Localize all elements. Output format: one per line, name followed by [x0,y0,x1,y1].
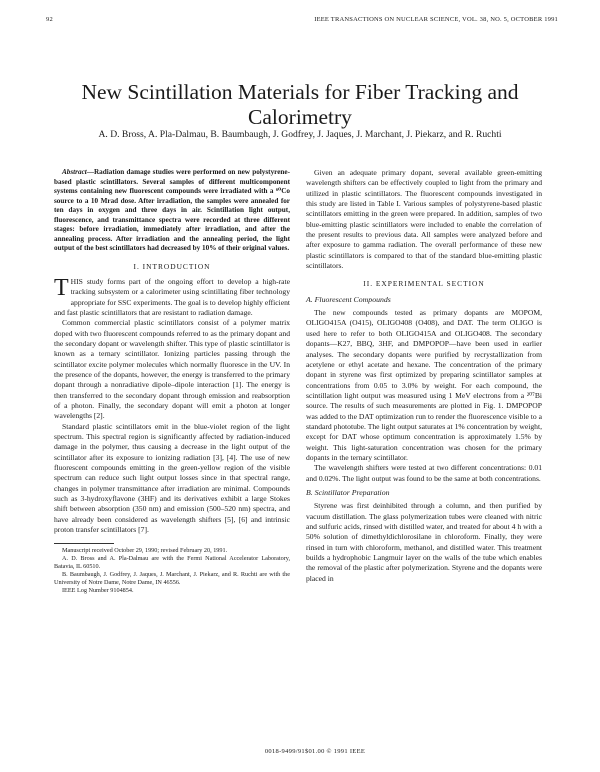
intro-paragraph-1 [54,274,290,318]
right-column [306,168,542,584]
subsection-heading-preparation: B. Scintillator Preparation [306,487,390,497]
paper-title: New Scintillation Materials for Fiber Tracking and Calorimetry [81,80,519,129]
abstract-label: Abstract [62,168,87,176]
running-header [46,16,558,28]
footnote-divider [54,543,114,544]
preparation-paragraph: Styrene was first deinhibited through a column, and then purified by vacuum distillation. The glass polymerization tubes were cleaned with nitric and sulfuric acids, rinsed with distilled water, and treated for about 4 h with a 50% solution of dimethyldichlorosilane in chloroform. Finally, they were rinsed in turn with chloroform, methanol, and distilled water. This treatment builds a hydrophobic Langmuir layer on the walls of the tube which enables the removal of the plastic after polymerization. Styrene and the dopants were placed in [306,501,542,583]
subsection-heading-fluorescent: A. Fluorescent Compounds [306,294,391,304]
footnote-log-number: IEEE Log Number 9104854. [62,587,134,595]
copyright-code: 0018-9499/91$01.00 © 1991 IEEE [264,748,366,755]
footnote-affiliation-notre-dame: B. Baumbaugh, J. Godfrey, J. Jaques, J. Marchant, J. Piekarz, and R. Ruchti are with the University of Notre Dame, Notre Dame, IN 46556. [54,571,290,587]
footnote-received: Manuscript received October 29, 1990; revised February 20, 1991. [62,547,228,555]
page-number: 92 [46,16,53,23]
section-heading-experimental: II. EXPERIMENTAL SECTION [363,279,485,289]
abstract-text: Radiation damage studies were performed on new polystyrene-based plastic scintillators. Several samples of different multicomponent systems containing new fluorescent compounds were irradiated with a ⁶⁰Co source to a 10 Mrad dose. After irradiation, the samples were annealed for ten days in oxygen and three days in air. Scintillation light output, fluorescence, and transmittance spectra were recorded at three different stages: before irradiation, immediately after irradiation, and after the annealing process. After irradiation and the annealing period, the light output of the best scintillators had decreased by 10% of their original values. [54,168,290,252]
drop-cap: T [54,274,69,301]
abstract: Abstract—Radiation damage studies were performed on new polystyrene-based plastic scintillators. Several samples of different multicomponent systems containing new fluorescent compounds were irradiated with a ⁶⁰Co source to a 10 Mrad dose. After irradiation, the samples were annealed for ten days in oxygen and three days in air. Scintillation light output, fluorescence, and transmittance spectra were recorded at three different stages: before irradiation, immediately after irradiation, and after the annealing process. After irradiation and the annealing period, the light output of the best scintillators had decreased by 10% of their original values. [54,168,290,252]
left-column [54,168,290,595]
section-heading-introduction: I. INTRODUCTION [133,261,211,271]
author-list: A. D. Bross, A. Pla-Dalmau, B. Baumbaugh, J. Godfrey, J. Jaques, J. Marchant, J. Piekarz, and R. Ruchti [98,129,502,140]
intro-paragraph-1-text: HIS study forms part of the ongoing effort to develop a high-rate tracking subsystem or a calorimeter using scintillating fiber technology appropriate for SSC experiments. The goal is to develop highly efficient and fast plastic scintillators that are resistant to radiation damage. [54,276,290,317]
intro-paragraph-3: Standard plastic scintillators emit in the blue-violet region of the light spectrum. This spectral region is significantly affected by radiation-induced damage in the polymer, thus causing a decrease in the light output of the scintillator after its exposure to ionizing radiation [3], [4]. The use of new fluorescent compounds emitting in the green-yellow region of the visible spectrum can reduce such light output losses since in that spectral range, changes in polymer transmittance after irradiation are minimal. Compounds such as 3-hydroxyflavone (3HF) and its derivatives exhibit a large Stokes shift between absorption (350 nm) and emission (500–520 nm) spectra, and have already been considered as wavelength shifters [5], [6] and intrinsic proton transfer scintillators [7]. [54,421,290,535]
experimental-paragraph-1: The new compounds tested as primary dopants are MOPOM, OLIGO415A (O415), OLIGO408 (O408), and DAT. The term OLIGO is used here to refer to both OLIGO415A and OLIGO408. The secondary dopants—K27, BBQ, 3HF, and DMPOPOP—have been used in earlier analyses. The secondary dopants were purified by recrystallization from acetylene or ethyl acetate and hexane. The concentration of the primary dopant in styrene was first optimized by preparing scintillator samples at concentrations from 0.05 to 3.0% by weight. For each compound, the scintillation light output was measured using 1 MeV electrons from a ²⁰⁷Bi source. The results of such measurements are plotted in Fig. 1. DMPOPOP was added to the DAT optimization run to render the fluorescence visible to a standard phototube. The light output saturates at 1% concentration by weight, except for DAT whose optimum concentration is approximately 1.5% by weight. This light-saturation concentration was chosen for the primary dopants in the ternary scintillator. [306,308,542,462]
journal-name: IEEE TRANSACTIONS ON NUCLEAR SCIENCE, VOL. 38, NO. 5, OCTOBER 1991 [314,16,558,23]
intro-paragraph-4: Given an adequate primary dopant, several available green-emitting wavelength shifters can be effectively coupled to light from the primary and utilized in plastic scintillators. The fluorescent compounds investigated in this study are listed in Table I. Various samples of polystyrene-based plastic scintillators emitting in the green were prepared. In addition, samples of two blue-emitting plastic scintillators were included to enable the correlation of the present results to previous data. All samples were analyzed before and after exposure to gamma radiation. The overall performance of these new plastic scintillators is compared to that of the standard blue-emitting plastic scintillators. [306,168,542,271]
intro-paragraph-2: Common commercial plastic scintillators consist of a polymer matrix doped with two fluorescent compounds referred to as the primary dopant and the secondary dopant or wavelength shifter. This type of plastic scintillator is known as a ternary scintillator. Ionizing particles passing through the scintillator excite polymer molecules which normally fluoresce in the UV. In the presence of the dopants, however, the energy is transferred to the primary dopant through a nonradiative dipole–dipole interaction [1]. The energy is then transferred to the secondary dopant through emission and reabsorption of a photon. Finally, the secondary dopant will emit a photon at longer wavelengths [2]. [54,318,290,421]
experimental-paragraph-2: The wavelength shifters were tested at two different concentrations: 0.01 and 0.02%. The light output was found to be the same at both concentrations. [306,463,542,483]
footnote-affiliation-fermilab: A. D. Bross and A. Pla-Dalmau are with the Fermi National Accelerator Laboratory, Batavia, IL 60510. [54,555,290,571]
